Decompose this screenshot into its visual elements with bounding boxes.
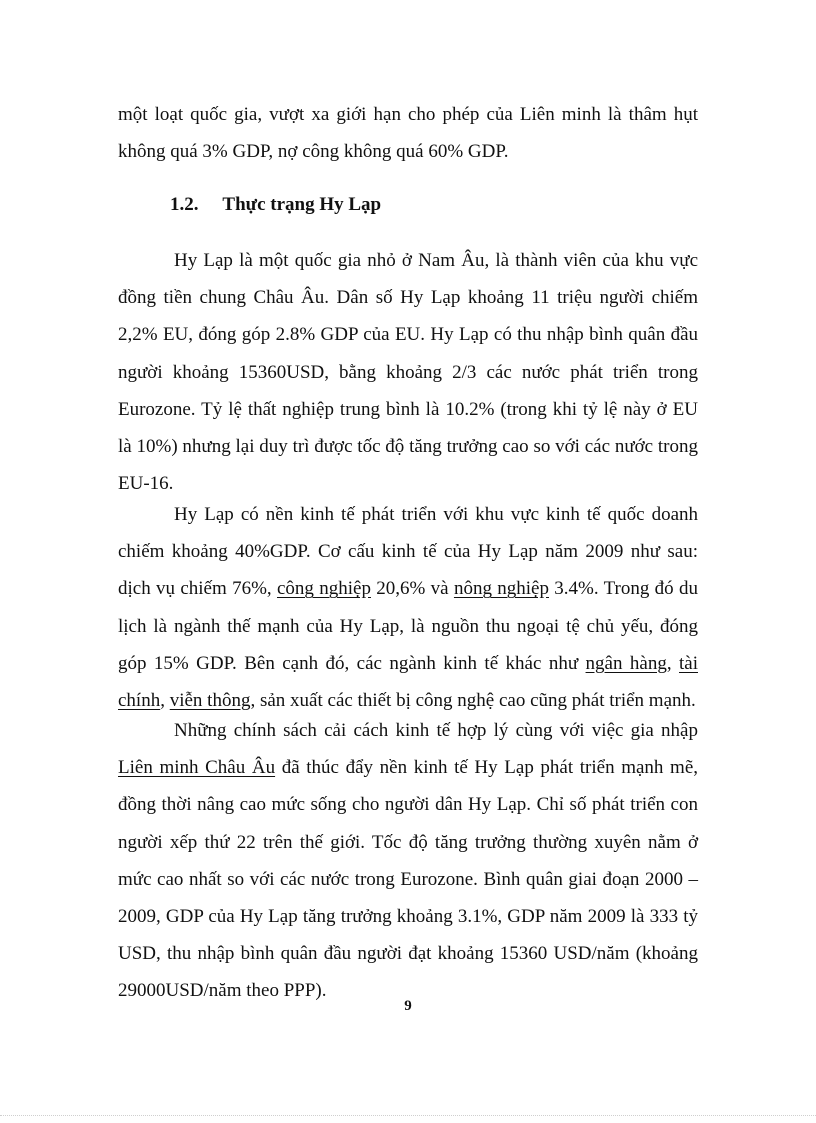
page-number: 9 [404, 998, 412, 1014]
page-bottom-divider [0, 1115, 816, 1116]
text-run: , [160, 690, 170, 712]
link-telecom[interactable]: viễn thông [169, 690, 251, 712]
paragraph-3 [118, 712, 698, 1010]
paragraph-2 [118, 496, 698, 719]
paragraph-2-text [118, 496, 698, 719]
text-run: Những chính sách cải cách kinh tế hợp lý cùng với việc gia nhập [174, 720, 698, 741]
text-run: , [666, 652, 679, 674]
section-number: 1.2. [170, 194, 199, 215]
text-run: 3.4%. Trong đó du lịch là ngành thế mạnh của Hy Lạp, là nguồn thu ngoại tệ chủ yếu, đóng góp 15% GDP. Bên cạnh đó, các ngành kinh tế khác như [118, 578, 698, 674]
text-run: , sản xuất các thiết bị công nghệ cao cũng phát triển mạnh. [250, 690, 696, 712]
link-industry[interactable]: công nghiệp [277, 578, 371, 600]
section-heading [170, 186, 381, 223]
paragraph-3-text [118, 712, 698, 1010]
link-eu[interactable]: Liên minh Châu Âu [118, 757, 276, 779]
text-run: đã thúc đẩy nền kinh tế Hy Lạp phát triển mạnh mẽ, đồng thời nâng cao mức sống cho người dân Hy Lạp. Chỉ số phát triển con người xếp thứ 22 trên thế giới. Tốc độ tăng trưởng thường xuyên nằm ở mức cao nhất so với các nước trong Eurozone. Bình quân giai đoạn 2000 – 2009, GDP của Hy Lạp tăng trưởng khoảng 3.1%, GDP năm 2009 là 333 tỷ USD, thu nhập bình quân đầu người đạt khoảng 15360 USD/năm (khoảng 29000USD/năm theo PPP). [118, 757, 699, 1002]
text-run: 20,6% và [370, 578, 454, 600]
link-agriculture[interactable]: nông nghiệp [453, 578, 549, 600]
paragraph-1 [118, 242, 698, 502]
link-finance[interactable]: tài chính [118, 652, 698, 712]
paragraph-1-text: Hy Lạp là một quốc gia nhỏ ở Nam Âu, là thành viên của khu vực đồng tiền chung Châu Âu. Dân số Hy Lạp khoảng 11 triệu người chiếm 2,2% EU, đóng góp 2.8% GDP của EU. Hy Lạp có thu nhập bình quân đầu người khoảng 15360USD, bằng khoảng 2/3 các nước phát triển trong Eurozone. Tỷ lệ thất nghiệp trung bình là 10.2% (trong khi tỷ lệ này ở EU là 10%) nhưng lại duy trì được tốc độ tăng trưởng cao so với các nước trong EU-16. [118, 250, 698, 495]
section-title: Thực trạng Hy Lạp [222, 194, 382, 215]
intro-paragraph [118, 96, 698, 170]
link-banking[interactable]: ngân hàng [585, 652, 667, 674]
text-run: Hy Lạp có nền kinh tế phát triển với khu vực kinh tế quốc doanh chiếm khoảng 40%GDP. Cơ cấu kinh tế của Hy Lạp năm 2009 như sau: dịch vụ chiếm 76%, [118, 504, 698, 600]
intro-text: một loạt quốc gia, vượt xa giới hạn cho phép của Liên minh là thâm hụt không quá 3% GDP, nợ công không quá 60% GDP. [118, 104, 698, 163]
